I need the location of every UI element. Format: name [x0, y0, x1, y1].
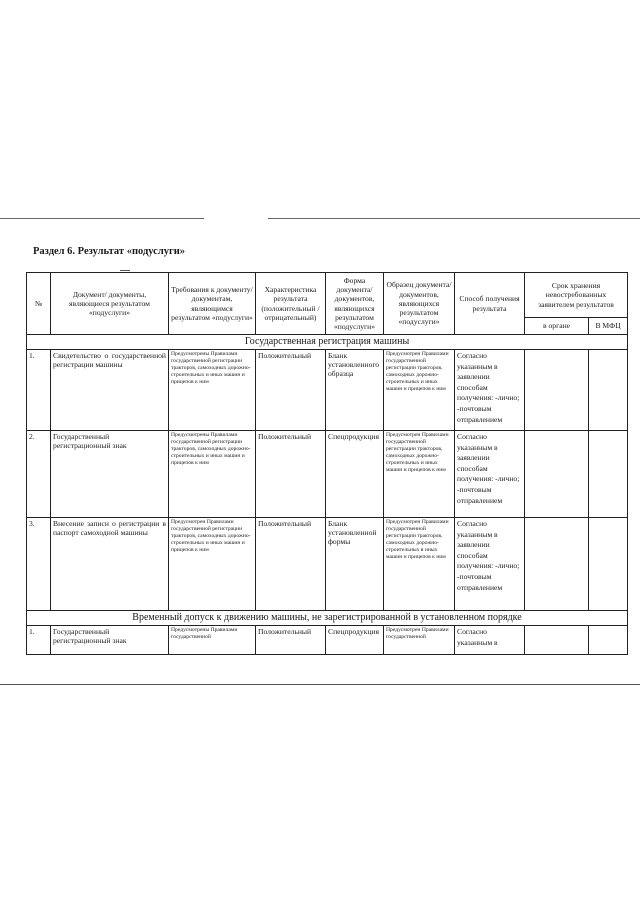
- section-row: [27, 335, 628, 350]
- row-number: 1.: [27, 350, 51, 431]
- header-num: №: [27, 273, 51, 335]
- requirements-cell: Предусмотрены Правилами государственной регистрации тракторов, самоходных дорожно-строительных и иных машин и прицепов к ним: [169, 431, 256, 518]
- term-mfc-cell: [589, 518, 628, 611]
- term-organ-cell: [525, 350, 589, 431]
- header-term-organ: в органе: [525, 318, 589, 335]
- document-cell: Свидетельство о государственной регистрации машины: [51, 350, 169, 431]
- document-cell: Внесение записи о регистрации в паспорт самоходной машины: [51, 518, 169, 611]
- form-cell: Бланк установленного образца: [326, 350, 384, 431]
- characteristic-cell: Положительный: [256, 626, 326, 655]
- scan-edge-line-bottom: [0, 684, 640, 685]
- term-organ-cell: [525, 518, 589, 611]
- requirements-cell: Предусмотрены Правилами государственной: [169, 626, 256, 655]
- sample-cell: Предусмотрен Правилами государственной регистрации тракторов, самоходных дорожно-строительных и иных машин и прицепов к ним: [384, 350, 455, 431]
- delivery-way-cell: Согласно указанным в заявлении способам получения: -лично; -почтовым отправлением: [455, 431, 525, 518]
- characteristic-cell: Положительный: [256, 518, 326, 611]
- delivery-way-cell: Согласно указанным в заявлении способам получения: -лично; -почтовым отправлением: [455, 518, 525, 611]
- document-cell: Государственный регистрационный знак: [51, 431, 169, 518]
- term-mfc-cell: [589, 626, 628, 655]
- sample-cell: Предусмотрен Правилами государственной регистрации тракторов, самоходных дорожно-строительных в иных машин и прицепов к ним: [384, 518, 455, 611]
- term-mfc-cell: [589, 350, 628, 431]
- table-row: [27, 626, 628, 655]
- row-number: 2.: [27, 431, 51, 518]
- characteristic-cell: Положительный: [256, 431, 326, 518]
- header-document: Документ/ документы, являющиеся результатом «подуслуги»: [51, 273, 169, 335]
- requirements-cell: Предусмотрены Правилами государственной регистрации тракторов, самоходных дорожно-строительных и иных машин и прицепов к ним: [169, 350, 256, 431]
- delivery-way-cell: Согласно указанным в: [455, 626, 525, 655]
- term-organ-cell: [525, 626, 589, 655]
- result-table: [26, 272, 628, 655]
- row-number: 3.: [27, 518, 51, 611]
- title-underline-mark: [120, 270, 130, 271]
- header-way: Способ получения результата: [455, 273, 525, 335]
- section-heading: Временный допуск к движению машины, не зарегистрированной в установленном порядке: [27, 611, 628, 626]
- scan-edge-line-top: [0, 218, 640, 219]
- document-cell: Государственный регистрационный знак: [51, 626, 169, 655]
- header-term-mfc: В МФЦ: [589, 318, 628, 335]
- header-storage-term: Срок хранения невостребованных заявителем результатов: [525, 273, 628, 318]
- row-number: 1.: [27, 626, 51, 655]
- form-cell: Спецпродукция: [326, 431, 384, 518]
- term-organ-cell: [525, 431, 589, 518]
- form-cell: Спецпродукция: [326, 626, 384, 655]
- form-cell: Бланк установленной формы: [326, 518, 384, 611]
- requirements-cell: Предусмотрен Правилами государственной регистрации тракторов, самоходных дорожно-строительных и иных машин и прицепов к ним: [169, 518, 256, 611]
- header-characteristic: Характеристика результата (положительный / отрицательный): [256, 273, 326, 335]
- table-row: [27, 350, 628, 431]
- section-title: Раздел 6. Результат «подуслуги»: [33, 246, 186, 257]
- section-row: [27, 611, 628, 626]
- header-form: Форма документа/ документов, являющихся результатом «подуслуги»: [326, 273, 384, 335]
- header-requirements: Требования к документу/ документам, являющимся результатом «подуслуги»: [169, 273, 256, 335]
- table-row: [27, 431, 628, 518]
- sample-cell: Предусмотрен Правилами государственной регистрации тракторов, самоходных дорожно-строительных и иных машин и прицепов к ним: [384, 431, 455, 518]
- sample-cell: Предусмотрен Правилами государственной: [384, 626, 455, 655]
- table-row: [27, 518, 628, 611]
- term-mfc-cell: [589, 431, 628, 518]
- header-sample: Образец документа/ документов, являющихся результатом «подуслуги»: [384, 273, 455, 335]
- delivery-way-cell: Согласно указанным в заявлении способам получения: -лично; -почтовым отправлением: [455, 350, 525, 431]
- section-heading: Государственная регистрация машины: [27, 335, 628, 350]
- characteristic-cell: Положительный: [256, 350, 326, 431]
